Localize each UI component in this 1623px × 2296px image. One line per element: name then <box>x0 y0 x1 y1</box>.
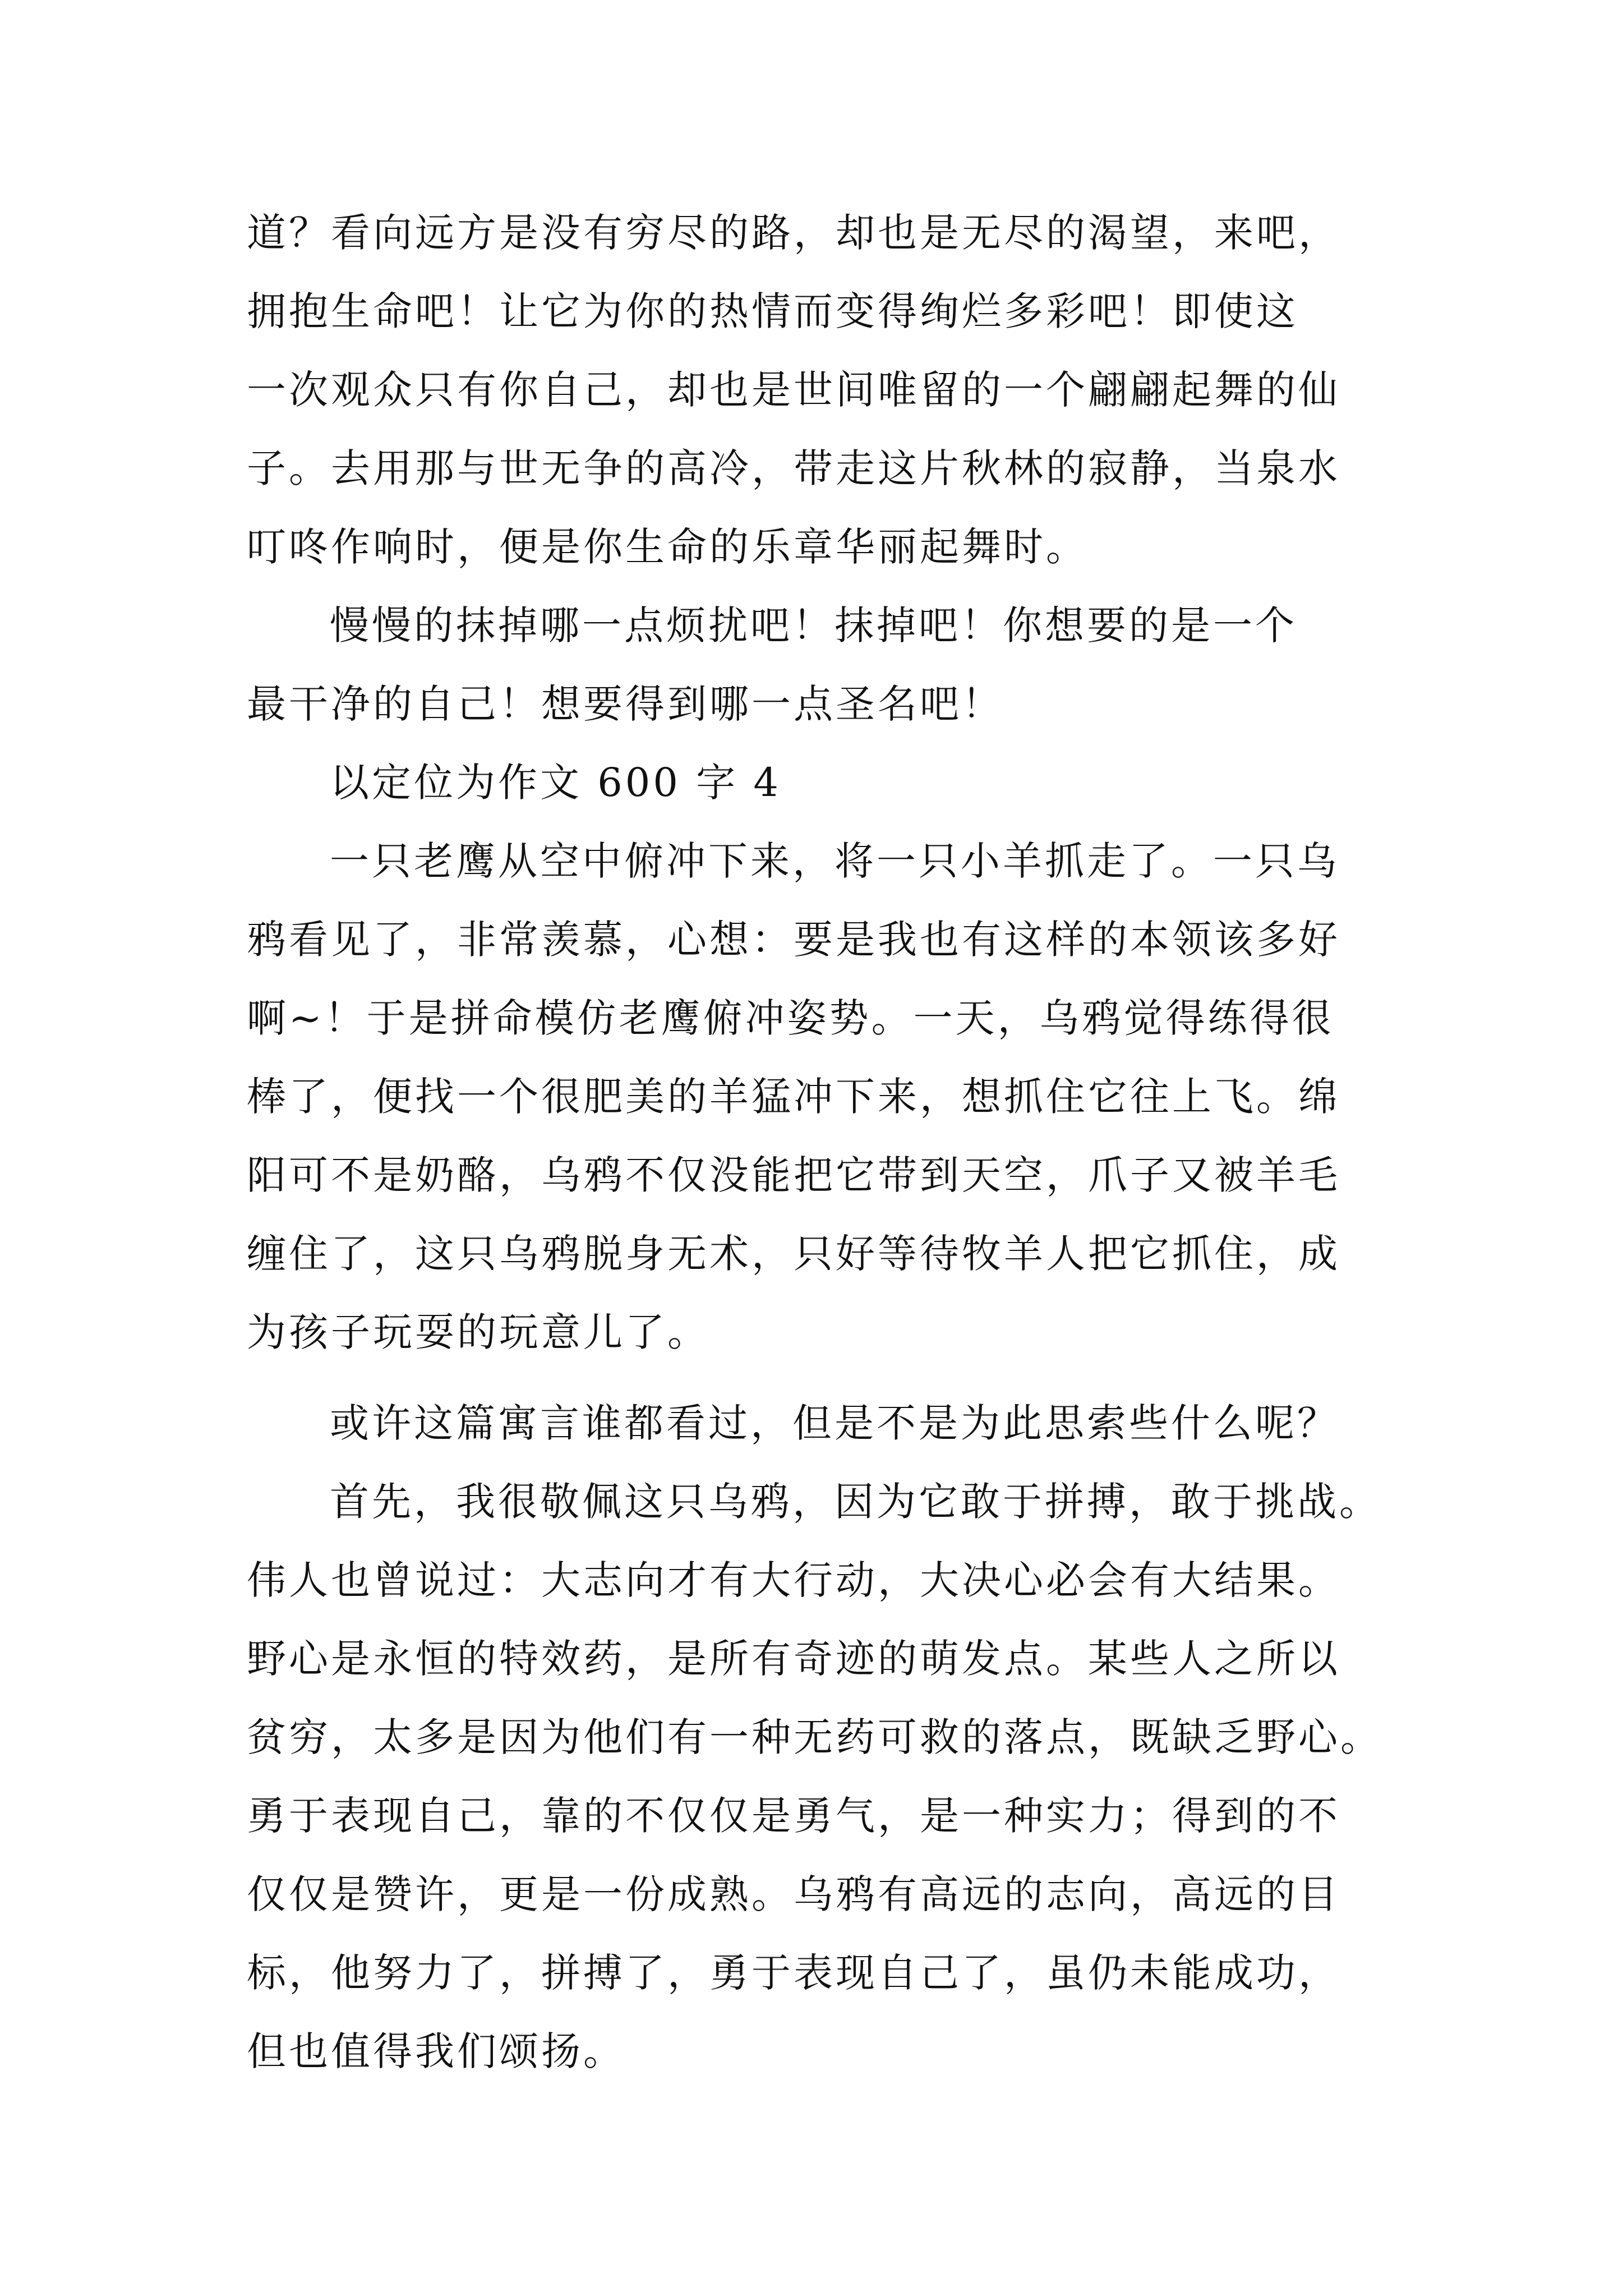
paragraph <box>247 822 1385 1372</box>
text-line: 或许这篇寓言谁都看过，但是不是为此思索些什么呢？ <box>330 1400 1339 1446</box>
text-line: 贫穷，太多是因为他们有一种无药可救的落点，既缺乏野心。 <box>247 1714 1382 1760</box>
text-line: 勇于表现自己，靠的不仅仅是勇气，是一种实力；得到的不 <box>247 1793 1340 1839</box>
document-body <box>247 194 1385 2091</box>
text-line: 啊~！于是拼命模仿老鹰俯冲姿势。一天，乌鸦觉得练得很 <box>247 995 1334 1041</box>
text-line: 慢慢的抹掉哪一点烦扰吧！抹掉吧！你想要的是一个 <box>330 602 1297 648</box>
text-line: 叮咚作响时，便是你生命的乐章华丽起舞时。 <box>247 524 1088 570</box>
text-line: 棒了，便找一个很肥美的羊猛冲下来，想抓住它往上飞。绵 <box>247 1074 1340 1120</box>
text-line: 鸦看见了，非常羡慕，心想：要是我也有这样的本领该多好 <box>247 917 1340 963</box>
paragraph-continued <box>247 194 1385 586</box>
text-line: 缠住了，这只乌鸦脱身无术，只好等待牧羊人把它抓住，成 <box>247 1231 1340 1277</box>
paragraph <box>247 1462 1385 2091</box>
text-line: 但也值得我们颂扬。 <box>247 2028 625 2074</box>
text-line: 一只老鹰从空中俯冲下来，将一只小羊抓走了。一只乌 <box>330 838 1339 884</box>
text-line: 为孩子玩耍的玩意儿了。 <box>247 1309 709 1355</box>
paragraph <box>247 586 1385 743</box>
text-line: 拥抱生命吧！让它为你的热情而变得绚烂多彩吧！即使这 <box>247 288 1298 334</box>
text-line: 阳可不是奶酪，乌鸦不仅没能把它带到天空，爪子又被羊毛 <box>247 1152 1340 1198</box>
section-heading <box>247 743 1385 822</box>
text-line: 最干净的自己！想要得到哪一点圣名吧！ <box>247 681 1004 727</box>
text-line: 子。去用那与世无争的高冷，带走这片秋林的寂静，当泉水 <box>247 445 1340 491</box>
paragraph <box>247 1384 1385 1462</box>
text-line: 标，他努力了，拼搏了，勇于表现自己了，虽仍未能成功， <box>247 1950 1340 1996</box>
text-line: 伟人也曾说过：大志向才有大行动，大决心必会有大结果。 <box>247 1557 1340 1603</box>
text-line: 道？看向远方是没有穷尽的路，却也是无尽的渴望，来吧， <box>247 210 1340 256</box>
paragraph-gap <box>247 1372 1385 1384</box>
heading-text: 以定位为作文 600 字 4 <box>330 760 781 806</box>
text-line: 首先，我很敬佩这只乌鸦，因为它敢于拼搏，敢于挑战。 <box>330 1479 1381 1525</box>
text-line: 仅仅是赞许，更是一份成熟。乌鸦有高远的志向，高远的目 <box>247 1871 1340 1917</box>
text-line: 野心是永恒的特效药，是所有奇迹的萌发点。某些人之所以 <box>247 1636 1340 1682</box>
text-line: 一次观众只有你自己，却也是世间唯留的一个翩翩起舞的仙 <box>247 367 1340 413</box>
